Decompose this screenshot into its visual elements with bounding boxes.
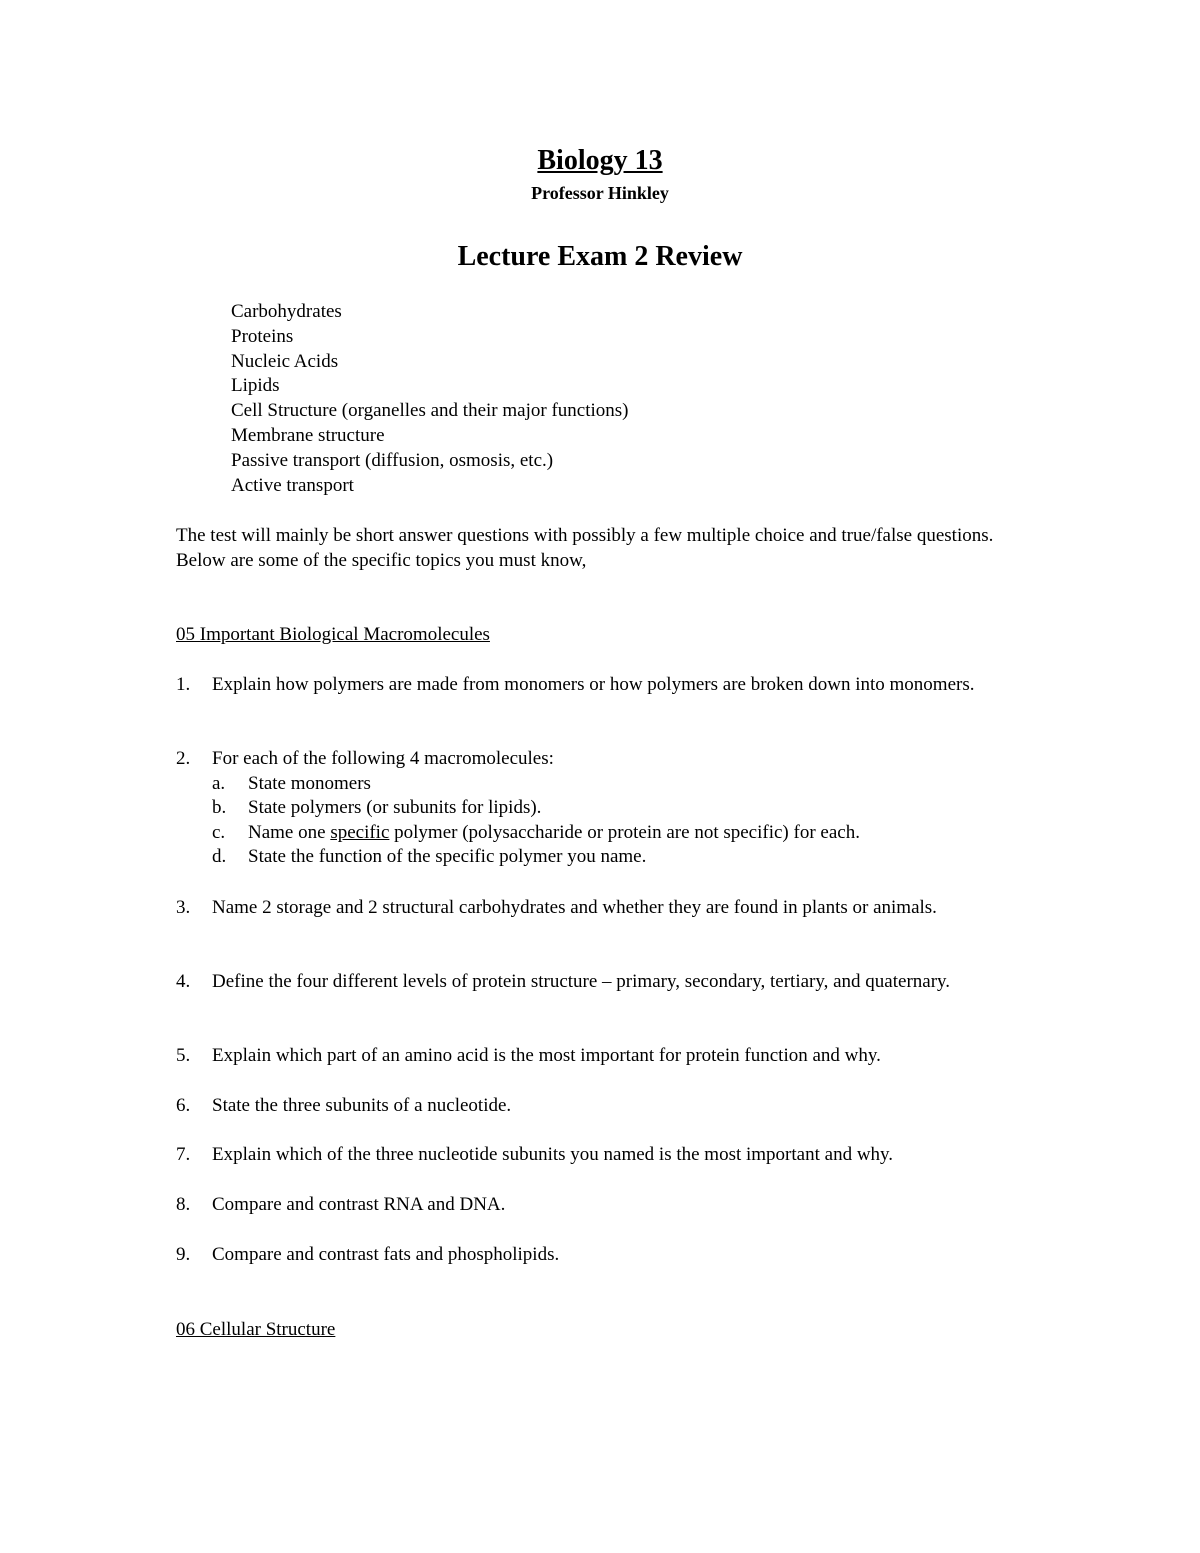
question-number: 7. [176, 1144, 191, 1165]
topic-list [231, 300, 628, 498]
sub-item-text-post: polymer (polysaccharide or protein are not specific) for each. [389, 821, 860, 843]
question-text: For each of the following 4 macromolecules: [212, 748, 554, 769]
sub-item-letter: a. [212, 772, 226, 794]
question-number: 6. [176, 1095, 191, 1116]
emphasized-word: specific [330, 821, 390, 843]
question-text: Name 2 storage and 2 structural carbohydrates and whether they are found in plants or animals. [212, 897, 937, 918]
section-heading-cellular-structure: 06 Cellular Structure [176, 1319, 336, 1340]
question-item [176, 1243, 1016, 1268]
question-item [176, 970, 1016, 995]
topic-item: Carbohydrates [231, 301, 342, 322]
question-text: State the three subunits of a nucleotide. [212, 1095, 512, 1116]
sub-item-letter: c. [212, 821, 226, 843]
question-item [176, 1143, 1016, 1168]
topic-item: Active transport [231, 474, 354, 496]
question-text: Compare and contrast RNA and DNA. [212, 1194, 506, 1215]
topic-item: Proteins [231, 325, 294, 347]
question-text: Explain which part of an amino acid is the most important for protein function and why. [212, 1045, 881, 1066]
sub-item-letter: b. [212, 797, 227, 818]
professor-name: Professor Hinkley [531, 183, 669, 203]
sub-item [212, 821, 1016, 846]
question-number: 8. [176, 1194, 191, 1215]
sub-item-list [212, 772, 1016, 870]
sub-item [212, 796, 1016, 821]
question-item [176, 1193, 1016, 1218]
question-number: 9. [176, 1244, 191, 1265]
topic-item: Nucleic Acids [231, 350, 339, 372]
topic-item: Cell Structure (organelles and their major functions) [231, 400, 629, 422]
sub-item [212, 772, 1016, 797]
question-number: 1. [176, 674, 191, 695]
question-text: Compare and contrast fats and phospholipids. [212, 1244, 560, 1265]
sub-item-text: State polymers (or subunits for lipids). [248, 797, 542, 818]
intro-paragraph: The test will mainly be short answer questions with possibly a few multiple choice and true/false questions. Below are some of the specific topics you must know, [176, 525, 994, 571]
question-number: 5. [176, 1045, 191, 1066]
exam-title: Lecture Exam 2 Review [457, 241, 743, 272]
question-item [176, 1094, 1016, 1119]
course-title: Biology 13 [537, 145, 663, 176]
topic-item: Passive transport (diffusion, osmosis, etc.) [231, 449, 554, 471]
topic-item: Lipids [231, 375, 280, 397]
question-number: 2. [176, 748, 191, 769]
question-item [176, 896, 1016, 921]
sub-item-letter: d. [212, 846, 227, 867]
question-text: Define the four different levels of protein structure – primary, secondary, tertiary, and quaternary. [212, 971, 951, 992]
question-number: 4. [176, 971, 191, 992]
sub-item-text: State the function of the specific polymer you name. [248, 846, 647, 867]
topic-item: Membrane structure [231, 424, 385, 446]
sub-item-text-pre: Name one [248, 821, 331, 843]
question-item [176, 1044, 1016, 1069]
question-item [176, 747, 1016, 870]
section-heading-macromolecules: 05 Important Biological Macromolecules [176, 624, 490, 645]
sub-item [212, 845, 1016, 870]
question-text: Explain which of the three nucleotide subunits you named is the most important and why. [212, 1144, 894, 1165]
question-text: Explain how polymers are made from monomers or how polymers are broken down into monomers. [212, 674, 975, 695]
question-number: 3. [176, 897, 191, 918]
question-item [176, 673, 1016, 698]
sub-item-text: State monomers [248, 772, 371, 794]
